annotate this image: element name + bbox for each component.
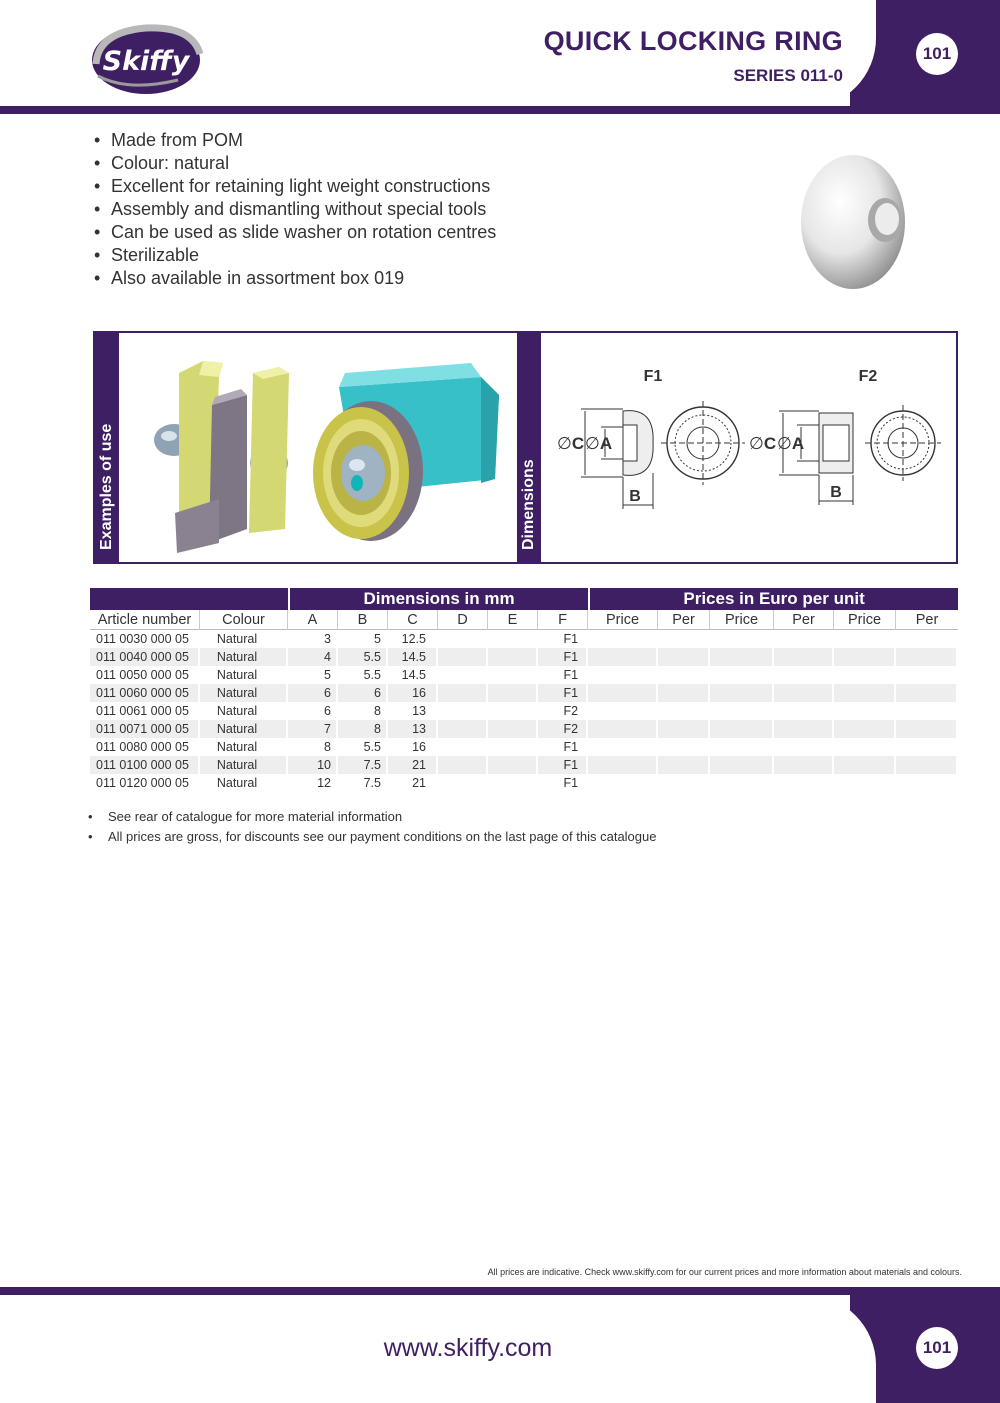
group-header-blank: [90, 588, 288, 610]
examples-tab: [95, 333, 119, 562]
cell-d: [438, 648, 488, 666]
cell-d: [438, 756, 488, 774]
cell-per: [774, 720, 834, 738]
f1-label: F1: [643, 368, 663, 385]
cell-per: [896, 648, 958, 666]
cell-price: [710, 666, 774, 684]
cell-article: 011 0060 000 05: [90, 684, 200, 702]
feature-item: • Sterilizable: [90, 244, 496, 267]
cell-colour: Natural: [200, 774, 288, 792]
cell-c: 12.5: [388, 630, 438, 648]
col-per: Per: [774, 610, 834, 630]
notes-list: [88, 807, 656, 846]
cell-article: 011 0030 000 05: [90, 630, 200, 648]
table-row: [90, 738, 958, 756]
col-e: E: [488, 610, 538, 630]
cell-a: 6: [288, 702, 338, 720]
image-panel: [93, 331, 958, 564]
cell-price: [834, 774, 896, 792]
cell-per: [774, 756, 834, 774]
cell-per: [774, 738, 834, 756]
cell-price: [834, 720, 896, 738]
col-price: Price: [834, 610, 896, 630]
cell-colour: Natural: [200, 648, 288, 666]
col-article-number: Article number: [90, 610, 200, 630]
cell-colour: Natural: [200, 666, 288, 684]
dimensions-group-header: Dimensions in mm: [288, 588, 588, 610]
cell-f: F1: [538, 756, 588, 774]
cell-price: [588, 738, 658, 756]
cell-per: [658, 720, 710, 738]
cell-article: 011 0050 000 05: [90, 666, 200, 684]
cell-per: [896, 756, 958, 774]
cell-per: [896, 684, 958, 702]
cell-per: [896, 666, 958, 684]
feature-item: • Colour: natural: [90, 152, 496, 175]
cell-price: [588, 648, 658, 666]
f2-dia-c: ∅C: [749, 434, 777, 453]
cell-per: [896, 702, 958, 720]
cell-price: [710, 738, 774, 756]
cell-f: F1: [538, 648, 588, 666]
cell-b: 6: [338, 684, 388, 702]
table-row: [90, 648, 958, 666]
cell-b: 8: [338, 720, 388, 738]
cell-a: 5: [288, 666, 338, 684]
col-d: D: [438, 610, 488, 630]
cell-article: 011 0061 000 05: [90, 702, 200, 720]
cell-a: 4: [288, 648, 338, 666]
series-subtitle: SERIES 011-0: [733, 66, 843, 85]
feature-item: • Made from POM: [90, 129, 496, 152]
cell-price: [710, 630, 774, 648]
col-per: Per: [896, 610, 958, 630]
cell-colour: Natural: [200, 702, 288, 720]
examples-illustration: [119, 333, 517, 562]
cell-d: [438, 720, 488, 738]
cell-price: [834, 702, 896, 720]
f1-side-view: [581, 409, 653, 509]
column-header-row: [90, 610, 958, 630]
f2-b-label: B: [830, 484, 842, 501]
cell-per: [896, 774, 958, 792]
f1-dia-c: ∅C: [557, 434, 585, 453]
examples-label: Examples of use: [98, 423, 115, 550]
f1-b-label: B: [629, 488, 641, 505]
feature-item: • Excellent for retaining light weight constructions: [90, 175, 496, 198]
cell-per: [658, 648, 710, 666]
product-photo: [795, 152, 913, 292]
cell-e: [488, 630, 538, 648]
table-row: [90, 684, 958, 702]
cell-per: [896, 738, 958, 756]
cell-price: [834, 684, 896, 702]
cell-price: [834, 666, 896, 684]
cell-colour: Natural: [200, 756, 288, 774]
cell-price: [710, 756, 774, 774]
cell-colour: Natural: [200, 720, 288, 738]
cell-per: [658, 684, 710, 702]
f1-dia-a: ∅A: [585, 434, 613, 453]
col-c: C: [388, 610, 438, 630]
cell-f: F2: [538, 720, 588, 738]
cell-d: [438, 684, 488, 702]
cell-c: 14.5: [388, 648, 438, 666]
cell-price: [588, 702, 658, 720]
cell-e: [488, 666, 538, 684]
cell-a: 8: [288, 738, 338, 756]
footer-website-link[interactable]: www.skiffy.com: [383, 1334, 553, 1362]
cell-c: 21: [388, 774, 438, 792]
cell-per: [774, 666, 834, 684]
cell-per: [658, 666, 710, 684]
cell-b: 5.5: [338, 648, 388, 666]
dimension-diagram: [541, 333, 956, 562]
cell-b: 7.5: [338, 756, 388, 774]
cell-d: [438, 666, 488, 684]
cell-per: [774, 702, 834, 720]
cell-price: [710, 648, 774, 666]
cell-price: [588, 684, 658, 702]
footer-page-number-badge: 101: [916, 1327, 958, 1369]
group-header-row: [90, 588, 958, 610]
cell-per: [658, 702, 710, 720]
cell-a: 12: [288, 774, 338, 792]
cell-price: [588, 630, 658, 648]
price-disclaimer: All prices are indicative. Check www.skiffy.com for our current prices and more information about materials and colours.: [487, 1267, 962, 1277]
cell-f: F1: [538, 666, 588, 684]
cell-colour: Natural: [200, 738, 288, 756]
cell-e: [488, 702, 538, 720]
cell-f: F1: [538, 684, 588, 702]
prices-group-header: Prices in Euro per unit: [588, 588, 958, 610]
cell-c: 16: [388, 738, 438, 756]
cell-e: [488, 774, 538, 792]
header-rule: [0, 106, 1000, 114]
cell-e: [488, 738, 538, 756]
col-b: B: [338, 610, 388, 630]
feature-item: • Can be used as slide washer on rotation centres: [90, 221, 496, 244]
cell-colour: Natural: [200, 684, 288, 702]
cell-price: [588, 720, 658, 738]
cell-b: 5.5: [338, 738, 388, 756]
dimensions-tab: [517, 333, 541, 562]
cell-c: 21: [388, 756, 438, 774]
cell-d: [438, 738, 488, 756]
cell-f: F1: [538, 630, 588, 648]
cell-b: 5.5: [338, 666, 388, 684]
cell-article: 011 0071 000 05: [90, 720, 200, 738]
f1-front-view: [661, 401, 745, 485]
cell-e: [488, 756, 538, 774]
f2-front-view: [865, 405, 941, 481]
cell-a: 6: [288, 684, 338, 702]
cell-c: 13: [388, 702, 438, 720]
skiffy-logo: [88, 18, 208, 100]
page-number-badge: 101: [916, 33, 958, 75]
table-row: [90, 756, 958, 774]
cell-f: F1: [538, 738, 588, 756]
cell-per: [658, 630, 710, 648]
cell-c: 16: [388, 684, 438, 702]
feature-item: • Also available in assortment box 019: [90, 267, 496, 290]
col-f: F: [538, 610, 588, 630]
cell-d: [438, 702, 488, 720]
col-per: Per: [658, 610, 710, 630]
cell-per: [896, 720, 958, 738]
cell-price: [834, 738, 896, 756]
col-colour: Colour: [200, 610, 288, 630]
cell-e: [488, 720, 538, 738]
cell-price: [710, 684, 774, 702]
cell-per: [774, 684, 834, 702]
feature-item: • Assembly and dismantling without special tools: [90, 198, 496, 221]
note-item: • See rear of catalogue for more material information: [88, 807, 656, 827]
cell-b: 5: [338, 630, 388, 648]
cell-colour: Natural: [200, 630, 288, 648]
table-row: [90, 666, 958, 684]
cell-per: [658, 774, 710, 792]
cell-e: [488, 684, 538, 702]
dimensions-label: Dimensions: [520, 459, 537, 550]
cell-c: 13: [388, 720, 438, 738]
cell-price: [834, 648, 896, 666]
feature-list: [90, 129, 496, 290]
cell-price: [710, 720, 774, 738]
cell-per: [658, 738, 710, 756]
table-row: [90, 702, 958, 720]
cell-price: [834, 630, 896, 648]
cell-a: 7: [288, 720, 338, 738]
page-title: QUICK LOCKING RING: [543, 26, 843, 56]
cell-c: 14.5: [388, 666, 438, 684]
cell-price: [710, 702, 774, 720]
cell-e: [488, 648, 538, 666]
cell-price: [588, 774, 658, 792]
cell-per: [774, 630, 834, 648]
table-row: [90, 720, 958, 738]
col-a: A: [288, 610, 338, 630]
f2-side-view: [779, 411, 853, 505]
cell-price: [710, 774, 774, 792]
cell-b: 7.5: [338, 774, 388, 792]
cell-a: 3: [288, 630, 338, 648]
cell-d: [438, 774, 488, 792]
cell-f: F1: [538, 774, 588, 792]
table-row: [90, 774, 958, 792]
cell-per: [774, 774, 834, 792]
logo-text: Skiffy: [102, 46, 190, 77]
f2-dia-a: ∅A: [777, 434, 805, 453]
cell-per: [774, 648, 834, 666]
cell-price: [834, 756, 896, 774]
note-item: • All prices are gross, for discounts see our payment conditions on the last page of this catalogue: [88, 827, 656, 847]
cell-article: 011 0040 000 05: [90, 648, 200, 666]
cell-a: 10: [288, 756, 338, 774]
table-row: [90, 630, 958, 648]
cell-per: [658, 756, 710, 774]
cell-price: [588, 666, 658, 684]
cell-b: 8: [338, 702, 388, 720]
table-body: [90, 630, 958, 792]
product-table: [90, 588, 958, 792]
cell-per: [896, 630, 958, 648]
cell-f: F2: [538, 702, 588, 720]
col-price: Price: [588, 610, 658, 630]
cell-d: [438, 630, 488, 648]
cell-article: 011 0120 000 05: [90, 774, 200, 792]
cell-price: [588, 756, 658, 774]
cell-article: 011 0080 000 05: [90, 738, 200, 756]
col-price: Price: [710, 610, 774, 630]
f2-label: F2: [858, 368, 878, 385]
cell-article: 011 0100 000 05: [90, 756, 200, 774]
